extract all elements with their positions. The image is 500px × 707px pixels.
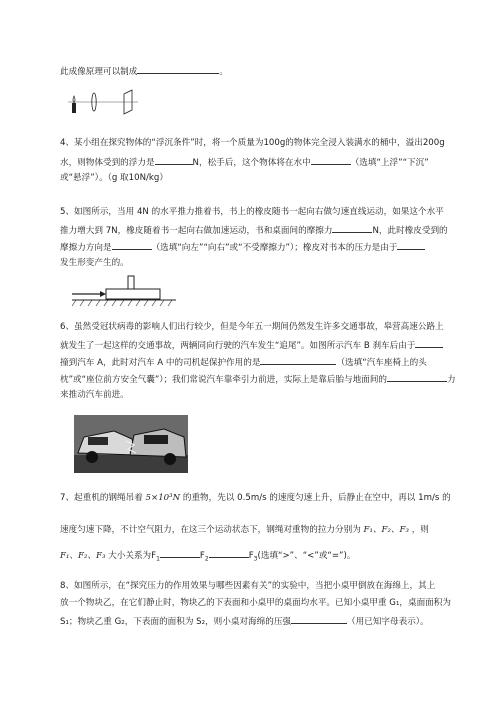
q6-text-g: 来推动汽车前进。 (60, 390, 129, 400)
q7-line-2 (60, 524, 429, 536)
candle-lens-screen-figure (66, 86, 146, 120)
q4-text-g: （选填“上浮”“下沉” (350, 158, 429, 168)
q4-line-2 (60, 155, 429, 169)
q3-tail-period: 。 (219, 67, 228, 77)
q7-sub-3: 3 (253, 555, 258, 563)
q5-text-d: 摩擦力方向是 (60, 243, 112, 253)
q8-line-2 (60, 597, 451, 609)
q6-line-3 (60, 355, 427, 369)
q6-line-1 (60, 321, 444, 333)
q6-text-a: 6、虽然受冠状病毒的影响人们出行较少，但是今年五一期间仍然发生许多交通事故，皋营高速公路上 (60, 322, 444, 332)
q8-text-c: S₁；物块乙重 G₂，下表面的面积为 S₂，则小桌对海绵的压强 (60, 617, 292, 627)
push-arrow-head (100, 291, 106, 297)
q4-line-1 (60, 137, 445, 149)
q5-line-3 (60, 240, 425, 254)
q5-line-2 (60, 223, 448, 237)
q7-text-g: F (248, 551, 254, 561)
q3-tail-text: 此成像原理可以制成 (60, 67, 138, 77)
q6-protection-blank[interactable] (260, 355, 336, 365)
q7-forces-math-2: F₁、F₂、F₃ (60, 551, 106, 561)
q4-line-3 (60, 172, 168, 184)
car-a-window (88, 437, 108, 445)
q5-text-c: N，此时橡皮受到的 (372, 226, 448, 236)
q7-text-h: (选填“>”、“<”或“=”)。 (257, 551, 356, 561)
candle-body (72, 103, 76, 113)
q6-text-f: 力 (447, 375, 456, 385)
q4-text-d: 200g (422, 138, 445, 148)
car-a-wheel (86, 451, 98, 463)
eraser (128, 276, 134, 289)
q5-deformation-blank[interactable] (397, 240, 425, 250)
q8-pressure-blank[interactable] (291, 614, 347, 624)
q4-buoyancy-blank[interactable] (155, 155, 193, 165)
q3-tail-line (60, 64, 228, 78)
q4-text-c: 的物体完全浸入装满水的桶中，溢出 (285, 138, 423, 148)
q7-compare-blank-1[interactable] (160, 548, 200, 558)
car-b-wheel (164, 453, 176, 465)
q5-text-f: 发生形变产生的。 (60, 258, 129, 268)
q7-forces-math: F₁、F₂、F₃ (363, 525, 409, 535)
q7-text-a: 7、起重机的钢绳吊着 (60, 493, 143, 503)
q4-text-f: N，松手后，这个物体将在水中 (192, 158, 311, 168)
q4-text-h: 或“悬浮”）。（g 取10N/kg） (60, 173, 168, 183)
q5-text-b: 推力增大到 7N，橡皮随着书一起向右做加速运动，书和桌面间的摩擦力 (60, 226, 333, 236)
book (106, 289, 160, 299)
q4-text-a: 4、某小组在探究物体的“浮沉条件”时，将一个质量为 (60, 138, 264, 148)
q4-state-blank[interactable] (311, 155, 351, 165)
car-collision-photo (74, 415, 188, 473)
q7-text-d: ，则 (411, 525, 429, 535)
q5-friction-blank[interactable] (332, 223, 372, 233)
q4-text-e: 水，则物体受到的浮力是 (60, 158, 155, 168)
q6-line-2 (60, 338, 443, 352)
q8-text-a: 8、如图所示，在“探究压力的作用效果与哪些因素有关”的实验中，当把小桌甲倒放在海绵上，其上 (60, 581, 436, 591)
q8-text-b: 放一个物块乙，在它们静止时，物块乙的下表面和小桌甲的桌面均水平。已知小桌甲重 G₁，桌面面积为 (60, 598, 451, 608)
book-eraser-figure (70, 272, 180, 308)
q7-text-b: 的重物，先以 0.5m/s 的速度匀速上升，后静止在空中，再以 1m/s 的 (182, 493, 451, 503)
q7-text-f: F (199, 551, 205, 561)
q7-weight-math: 5×10³N (145, 493, 181, 503)
q5-line-4 (60, 257, 129, 269)
q6-inertia-blank[interactable] (415, 338, 443, 348)
q6-text-e: 枕”或“座位前方安全气囊”）；我们常说汽车靠牵引力前进，实际上是靠后胎与地面间的 (60, 375, 388, 385)
q7-text-c: 速度匀速下降，不计空气阻力，在这三个运动状态下，钢绳对重物的拉力分别为 (60, 525, 361, 535)
q5-text-a: 5、如图所示，当用 4N 的水平推力推着书，书上的橡皮随书一起向右做匀速直线运动，如果这个水平 (60, 207, 444, 217)
q8-text-d: （用已知字母表示）。 (347, 617, 429, 627)
car-b-windshield (144, 435, 168, 444)
q6-line-4 (60, 372, 456, 386)
q7-line-1 (60, 492, 451, 504)
q4-text-b: 100g (263, 138, 286, 148)
q5-direction-blank[interactable] (112, 240, 152, 250)
q8-line-1 (60, 580, 435, 592)
q7-sub-1: 1 (156, 555, 160, 563)
q5-text-e: （选填“向左”“向右”或“不受摩擦力”）；橡皮对书本的压力是由于 (151, 243, 398, 253)
q7-text-e: 大小关系为F (108, 551, 157, 561)
q3-answer-blank[interactable] (137, 64, 219, 74)
q7-sub-2: 2 (204, 555, 209, 563)
q8-line-3 (60, 614, 429, 628)
q5-line-1 (60, 206, 444, 218)
ground-hatching (72, 300, 172, 306)
q7-line-3 (60, 548, 355, 566)
q6-line-5 (60, 389, 129, 401)
q6-text-d: （选填“汽车座椅上的头 (336, 358, 427, 368)
q6-force-blank[interactable] (387, 372, 447, 382)
q6-text-b: 就发生了一起这样的交通事故，两辆同向行驶的汽车发生“追尾”。如图所示汽车 B 刹车后由于 (60, 341, 416, 351)
q7-compare-blank-2[interactable] (209, 548, 249, 558)
q6-text-c: 撞到汽车 A，此时对汽车 A 中的司机起保护作用的是 (60, 358, 261, 368)
